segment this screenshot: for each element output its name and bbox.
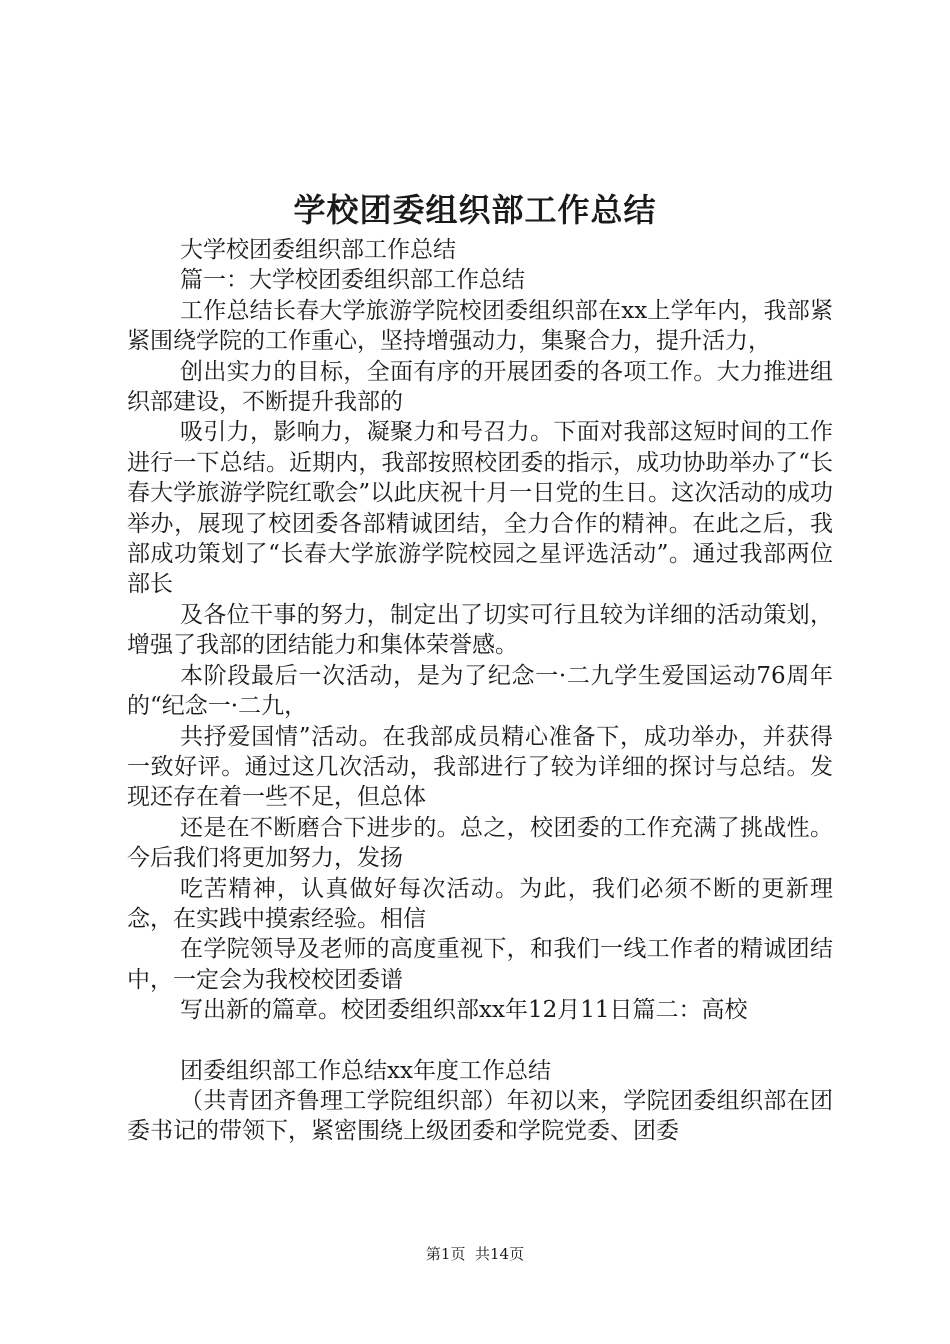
paragraph: 共抒爱国情”活动。在我部成员精心准备下，成功举办，并获得一致好评。通过这几次活动，我部进行了较为详细的探讨与总结。发现还存在着一些不足，但总体: [127, 723, 833, 811]
paragraph: 在学院领导及老师的高度重视下，和我们一线工作者的精诚团结中，一定会为我校校团委谱: [127, 936, 833, 993]
paragraph: 还是在不断磨合下进步的。总之，校团委的工作充满了挑战性。今后我们将更加努力，发扬: [127, 814, 833, 872]
paragraph: （共青团齐鲁理工学院组织部）年初以来，学院团委组织部在团委书记的带领下，紧密围绕上级团委和学院党委、团委: [127, 1087, 833, 1145]
paragraph: 创出实力的目标，全面有序的开展团委的各项工作。大力推进组织部建设，不断提升我部的: [127, 358, 833, 416]
page-number: 第1页 共14页: [425, 1245, 525, 1263]
paragraph: 工作总结长春大学旅游学院校团委组织部在xx上学年内，我部紧紧围绕学院的工作重心，坚持增强动力，集聚合力，提升活力，: [127, 297, 833, 355]
paragraph: 团委组织部工作总结xx年度工作总结: [180, 1057, 551, 1084]
paragraph: 本阶段最后一次活动，是为了纪念一·二九学生爱国运动76周年的“纪念一·二九，: [127, 662, 833, 720]
paragraph: 吃苦精神，认真做好每次活动。为此，我们必须不断的更新理念，在实践中摸索经验。相信: [127, 875, 833, 932]
document-body: [127, 235, 833, 1147]
paragraph: 吸引力，影响力，凝聚力和号召力。下面对我部这短时间的工作进行一下总结。近期内，我部按照校团委的指示，成功协助举办了“长春大学旅游学院红歌会”以此庆祝十月一日党的生日。这次活动的成功举办，展现了校团委各部精诚团结，全力合作的精神。在此之后，我部成功策划了“长春大学旅游学院校园之星评选活动”。通过我部两位部长: [127, 419, 833, 598]
page-footer: [0, 1244, 950, 1264]
paragraph: 大学校团委组织部工作总结: [180, 237, 456, 263]
paragraph: 写出新的篇章。校团委组织部xx年12月11日篇二：高校: [180, 997, 748, 1024]
document-title: 学校团委组织部工作总结: [293, 191, 657, 229]
paragraph: 篇一：大学校团委组织部工作总结: [180, 267, 525, 294]
paragraph: 及各位干事的努力，制定出了切实可行且较为详细的活动策划，增强了我部的团结能力和集体荣誉感。: [127, 601, 833, 659]
